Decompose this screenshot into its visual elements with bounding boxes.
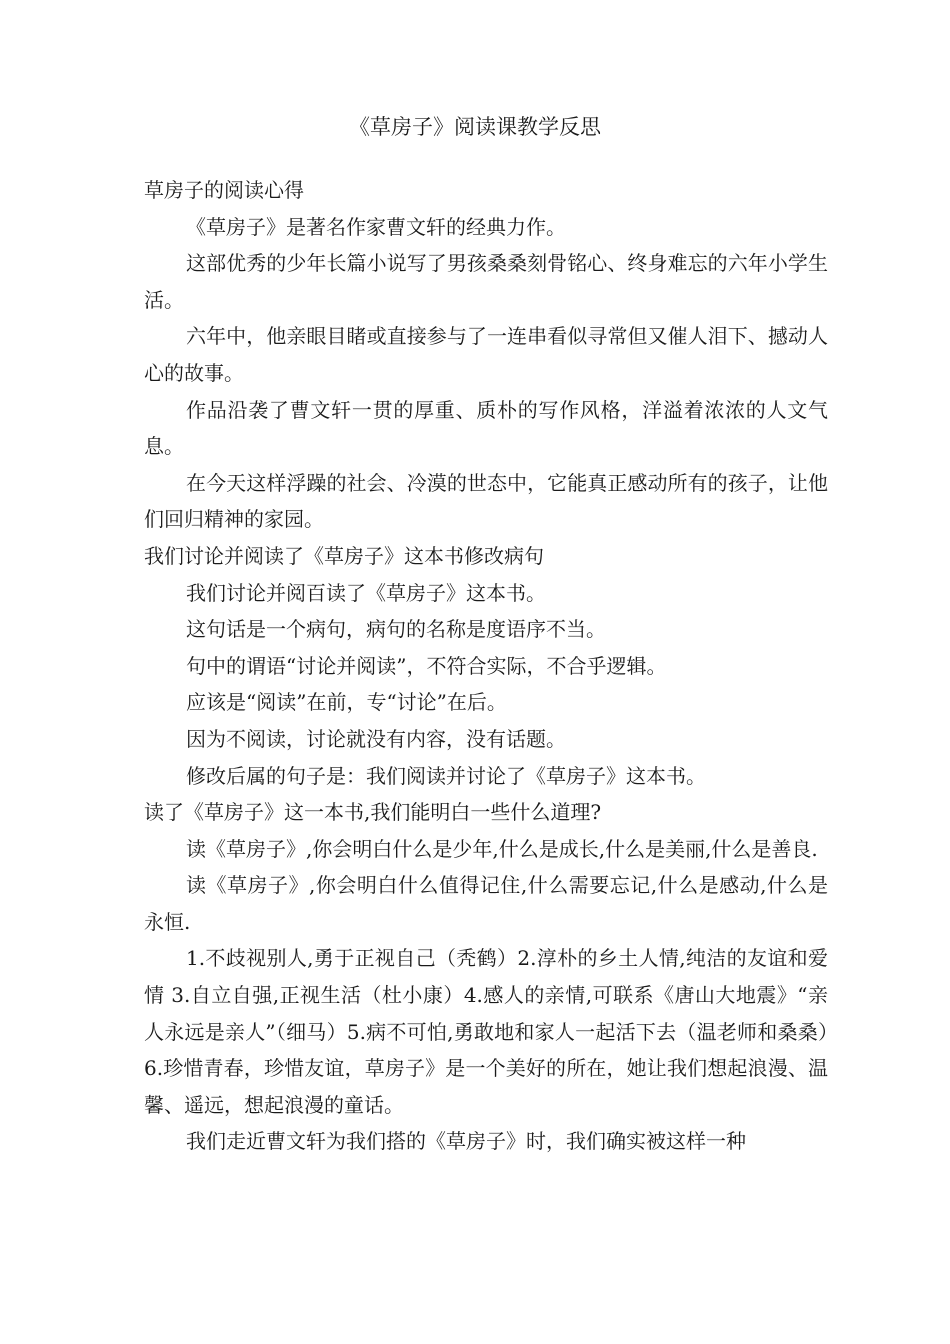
paragraph: 这句话是一个病句，病句的名称是度语序不当。: [186, 617, 606, 642]
paragraph: 读《草房子》,你会明白什么值得记住,什么需要忘记,什么是感动,什么是永恒.: [144, 873, 828, 934]
paragraph: 应该是“阅读”在前，专“讨论”在后。: [186, 690, 507, 715]
section-heading: 我们讨论并阅读了《草房子》这本书修改病句: [144, 543, 544, 568]
paragraph: 在今天这样浮躁的社会、冷漠的世态中，它能真正感动所有的孩子，让他们回归精神的家园。: [144, 470, 828, 532]
paragraph: 因为不阅读，讨论就没有内容，没有话题。: [186, 726, 566, 751]
paragraph: 作品沿袭了曹文轩一贯的厚重、质朴的写作风格，洋溢着浓浓的人文气息。: [144, 397, 828, 459]
document-body: [144, 172, 828, 1160]
paragraph: 读《草房子》,你会明白什么是少年,什么是成长,什么是美丽,什么是善良.: [186, 836, 818, 861]
document-title: 《草房子》阅读课教学反思: [349, 115, 601, 139]
paragraph: 我们讨论并阅百读了《草房子》这本书。: [186, 580, 546, 605]
paragraph: 句中的谓语“讨论并阅读”，不符合实际，不合乎逻辑。: [186, 653, 667, 678]
paragraph: 我们走近曹文轩为我们搭的《草房子》时，我们确实被这样一种: [186, 1129, 746, 1154]
paragraph: 这部优秀的少年长篇小说写了男孩桑桑刻骨铭心、终身难忘的六年小学生活。: [144, 251, 828, 312]
section-heading: 草房子的阅读心得: [144, 178, 304, 202]
paragraph: 1.不歧视别人,勇于正视自己（秃鹤）2.淳朴的乡土人情,纯洁的友谊和爱情 3.自立自强,正视生活（杜小康）4.感人的亲情,可联系《唐山大地震》“亲人永远是亲人”（细马）5.病不可怕,勇敢地和家人一起活下去（温老师和桑桑）6.珍惜青春，珍惜友谊，草房子》是一个美好的所在，她让我们想起浪漫、温馨、遥远，想起浪漫的童话。: [144, 946, 828, 1117]
paragraph: 修改后属的句子是：我们阅读并讨论了《草房子》这本书。: [186, 763, 706, 788]
paragraph: 《草房子》是著名作家曹文轩的经典力作。: [186, 214, 566, 239]
paragraph: 六年中，他亲眼目睹或直接参与了一连串看似寻常但又催人泪下、撼动人心的故事。: [144, 324, 828, 385]
section-heading: 读了《草房子》这一本书,我们能明白一些什么道理?: [144, 800, 602, 825]
